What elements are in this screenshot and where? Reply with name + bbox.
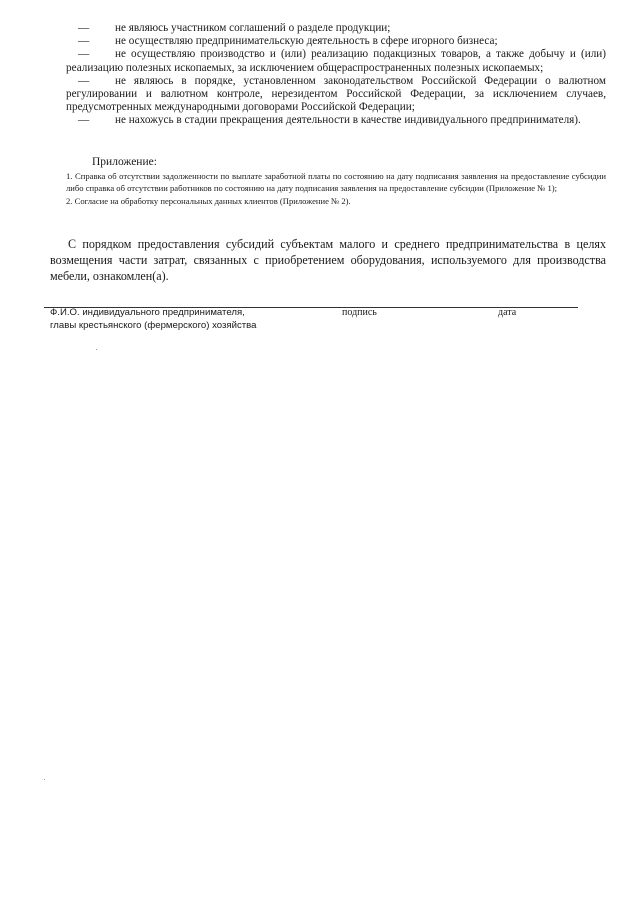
scan-speck xyxy=(96,349,97,350)
declaration-item xyxy=(66,35,606,48)
attachments-title: Приложение: xyxy=(92,156,157,168)
attachment-item: 1. Справка об отсутствии задолженности по выплате заработной платы по состоянию на дату подписания заявления на предоставление субсидии либо справка об отсутствии работников по состоянию на дату подписания заявления на предоставление субсидии (Приложение № 1); xyxy=(66,171,606,194)
declaration-text: не осуществляю предпринимательскую деятельность в сфере игорного бизнеса; xyxy=(115,35,498,48)
signatory-name-line1: Ф.И.О. индивидуального предпринимателя, xyxy=(50,307,245,318)
declaration-item xyxy=(66,75,606,115)
declaration-text: не являюсь участником соглашений о разделе продукции; xyxy=(115,22,391,34)
scan-speck xyxy=(44,779,45,780)
dash-marker: — xyxy=(78,22,90,34)
dash-marker: — xyxy=(78,74,90,87)
declaration-text: не нахожусь в стадии прекращения деятельности в качестве индивидуального предпринимателя). xyxy=(115,114,581,127)
declaration-item xyxy=(66,48,606,74)
signature-caption: подпись xyxy=(342,307,377,318)
acknowledgement-paragraph: С порядком предоставления субсидий субъектам малого и среднего предпринимательства в целях возмещения части затрат, связанных с приобретением оборудования, используемого для производства мебели, ознакомлен(а). xyxy=(50,237,606,283)
declaration-item xyxy=(66,22,606,35)
signatory-name-line2: главы крестьянского (фермерского) хозяйства xyxy=(50,320,257,331)
date-caption: дата xyxy=(498,307,517,318)
dash-marker: — xyxy=(78,114,90,127)
declaration-item xyxy=(66,114,606,127)
declaration-text: не являюсь в порядке, установленном законодательством Российской Федерации о валютном регулировании и валютном контроле, нерезидентом Российской Федерации, за исключением случаев, предусмотренных международными договорами Российской Федерации; xyxy=(66,74,606,114)
attachment-item: 2. Согласие на обработку персональных данных клиентов (Приложение № 2). xyxy=(66,195,351,206)
declarations-list xyxy=(66,22,606,128)
declaration-text: не осуществляю производство и (или) реализацию подакцизных товаров, а также добычу и (или) реализацию полезных ископаемых, за исключением общераспространенных полезных ископаемых; xyxy=(66,48,606,74)
dash-marker: — xyxy=(78,35,90,48)
dash-marker: — xyxy=(78,48,90,61)
signatory-name-caption xyxy=(50,306,257,332)
attachments-list xyxy=(66,170,606,207)
